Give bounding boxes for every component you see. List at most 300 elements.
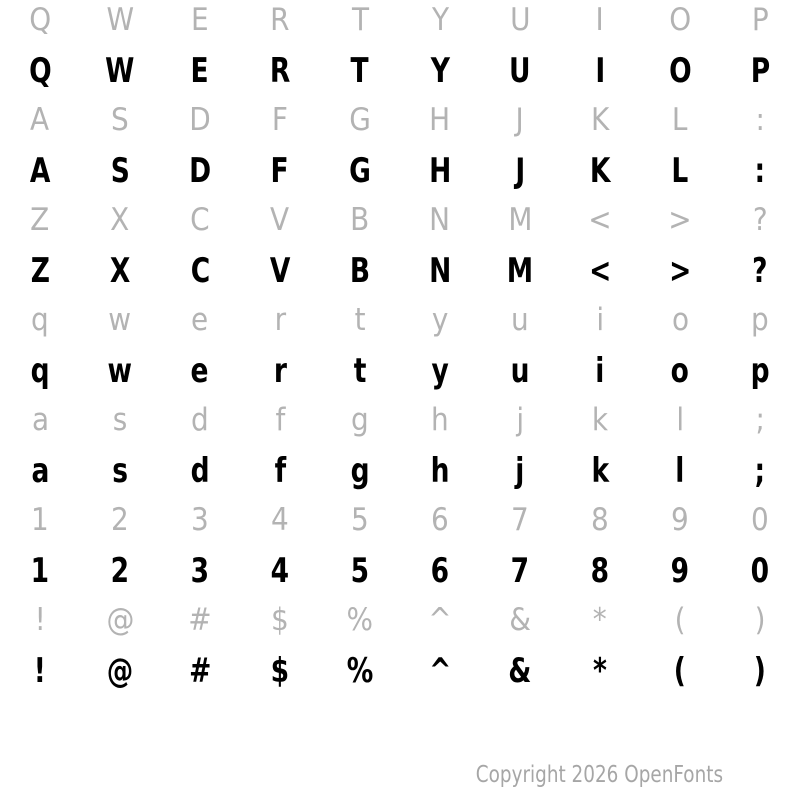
glyph-cell <box>560 200 640 241</box>
glyph-muted: 0 <box>751 502 769 538</box>
glyph-muted: o <box>671 302 689 338</box>
glyph-muted: P <box>751 2 769 38</box>
glyph-muted: u <box>511 302 529 338</box>
glyph-cell <box>560 100 640 141</box>
glyph-cell <box>640 300 720 341</box>
glyph-muted: V <box>270 202 290 238</box>
glyph-cell <box>480 500 560 541</box>
glyph-bold: S <box>110 150 130 191</box>
glyph-cell <box>160 341 240 400</box>
glyph-cell <box>160 541 240 600</box>
glyph-bold: 4 <box>270 550 290 591</box>
glyph-cell <box>240 641 320 700</box>
glyph-bold: Y <box>430 50 450 91</box>
glyph-cell <box>320 41 400 100</box>
glyph-muted: t <box>354 302 366 338</box>
glyph-bold: Q <box>28 50 52 91</box>
row-uppercase-home-bold <box>0 141 800 200</box>
glyph-cell <box>320 400 400 441</box>
glyph-bold: H <box>428 150 452 191</box>
glyph-cell <box>640 100 720 141</box>
glyph-bold: Z <box>30 250 50 291</box>
glyph-bold: R <box>269 50 291 91</box>
glyph-muted: & <box>509 602 531 638</box>
glyph-cell <box>640 200 720 241</box>
glyph-bold: K <box>589 150 611 191</box>
glyph-bold: M <box>506 250 534 291</box>
glyph-muted: ; <box>755 402 765 438</box>
glyph-muted: D <box>189 102 211 138</box>
glyph-muted: U <box>509 2 531 38</box>
glyph-cell <box>400 341 480 400</box>
glyph-muted: X <box>110 202 130 238</box>
glyph-muted: ! <box>34 602 46 638</box>
glyph-bold: P <box>750 50 770 91</box>
glyph-bold: : <box>754 150 766 191</box>
glyph-cell <box>0 341 80 400</box>
glyph-cell <box>0 441 80 500</box>
glyph-cell <box>80 600 160 641</box>
glyph-cell <box>480 100 560 141</box>
glyph-cell <box>720 41 800 100</box>
glyph-cell <box>560 600 640 641</box>
glyph-cell <box>640 241 720 300</box>
glyph-cell <box>80 441 160 500</box>
glyph-muted: h <box>431 402 449 438</box>
glyph-cell <box>560 41 640 100</box>
glyph-bold: 2 <box>110 550 130 591</box>
glyph-muted: 1 <box>31 502 49 538</box>
glyph-cell <box>320 341 400 400</box>
glyph-bold: a <box>31 450 49 491</box>
glyph-cell <box>480 341 560 400</box>
glyph-cell <box>160 500 240 541</box>
glyph-cell <box>80 41 160 100</box>
glyph-cell <box>720 541 800 600</box>
glyph-muted: H <box>429 102 451 138</box>
row-lowercase-home-muted <box>0 400 800 441</box>
glyph-cell <box>160 200 240 241</box>
glyph-bold: 0 <box>750 550 770 591</box>
glyph-bold: % <box>346 650 374 691</box>
glyph-cell <box>480 0 560 41</box>
glyph-bold: e <box>191 350 209 391</box>
glyph-bold: q <box>30 350 50 391</box>
glyph-muted: a <box>31 402 49 438</box>
row-symbols-muted <box>0 600 800 641</box>
glyph-bold: ) <box>753 650 767 691</box>
glyph-cell <box>720 341 800 400</box>
glyph-cell <box>0 500 80 541</box>
glyph-cell <box>160 400 240 441</box>
glyph-bold: D <box>188 150 212 191</box>
glyph-cell <box>80 200 160 241</box>
glyph-bold: < <box>588 250 612 291</box>
glyph-muted: A <box>30 102 50 138</box>
glyph-bold: O <box>668 50 692 91</box>
glyph-bold: k <box>591 450 609 491</box>
glyph-cell <box>320 300 400 341</box>
row-digits <box>0 500 800 600</box>
glyph-cell <box>80 541 160 600</box>
glyph-muted: f <box>275 402 285 438</box>
glyph-bold: C <box>190 250 210 291</box>
glyph-cell <box>80 341 160 400</box>
glyph-muted: ? <box>752 202 768 238</box>
glyph-cell <box>560 541 640 600</box>
glyph-cell <box>720 600 800 641</box>
glyph-cell <box>480 441 560 500</box>
glyph-cell <box>0 200 80 241</box>
glyph-muted: K <box>590 102 610 138</box>
glyph-cell <box>80 400 160 441</box>
glyph-cell <box>400 241 480 300</box>
glyph-bold: h <box>430 450 450 491</box>
glyph-cell <box>720 141 800 200</box>
row-lowercase-home-bold <box>0 441 800 500</box>
glyph-cell <box>240 100 320 141</box>
glyph-cell <box>480 600 560 641</box>
glyph-muted: 5 <box>351 502 369 538</box>
glyph-cell <box>640 341 720 400</box>
glyph-cell <box>480 641 560 700</box>
glyph-cell <box>400 300 480 341</box>
glyph-bold: y <box>431 350 449 391</box>
glyph-cell <box>240 200 320 241</box>
glyph-cell <box>80 241 160 300</box>
glyph-muted: i <box>596 302 604 338</box>
glyph-cell <box>240 141 320 200</box>
glyph-cell <box>80 100 160 141</box>
glyph-bold: ( <box>673 650 687 691</box>
glyph-cell <box>560 141 640 200</box>
row-uppercase-qwerty <box>0 0 800 100</box>
glyph-bold: 9 <box>670 550 690 591</box>
glyph-bold: E <box>190 50 210 91</box>
glyph-muted: Z <box>30 202 50 238</box>
glyph-cell <box>0 641 80 700</box>
glyph-bold: u <box>510 350 530 391</box>
glyph-cell <box>400 541 480 600</box>
glyph-cell <box>720 641 800 700</box>
row-uppercase-home <box>0 100 800 200</box>
glyph-cell <box>320 600 400 641</box>
glyph-cell <box>560 0 640 41</box>
row-lowercase-qwerty-bold <box>0 341 800 400</box>
glyph-bold: I <box>595 50 605 91</box>
glyph-cell <box>720 100 800 141</box>
glyph-cell <box>560 441 640 500</box>
glyph-muted: 4 <box>271 502 289 538</box>
glyph-cell <box>160 300 240 341</box>
glyph-bold: L <box>671 150 689 191</box>
glyph-bold: j <box>515 450 525 491</box>
glyph-cell <box>0 141 80 200</box>
glyph-cell <box>400 0 480 41</box>
glyph-cell <box>640 141 720 200</box>
glyph-bold: 8 <box>590 550 610 591</box>
glyph-cell <box>240 541 320 600</box>
glyph-bold: t <box>353 350 367 391</box>
glyph-cell <box>240 300 320 341</box>
glyph-bold: s <box>112 450 128 491</box>
glyph-muted: d <box>191 402 209 438</box>
glyph-bold: * <box>593 650 607 691</box>
glyph-muted: ) <box>754 602 766 638</box>
glyph-cell <box>320 241 400 300</box>
glyph-muted: q <box>31 302 49 338</box>
glyph-bold: f <box>274 450 286 491</box>
glyph-muted: # <box>188 602 212 638</box>
copyright-text: Copyright 2026 OpenFonts <box>475 762 723 788</box>
glyph-bold: 5 <box>350 550 370 591</box>
glyph-cell <box>240 0 320 41</box>
glyph-cell <box>640 41 720 100</box>
glyph-cell <box>400 500 480 541</box>
glyph-cell <box>480 541 560 600</box>
glyph-bold: U <box>509 50 531 91</box>
glyph-muted: : <box>755 102 765 138</box>
glyph-cell <box>80 500 160 541</box>
glyph-muted: N <box>429 202 451 238</box>
glyph-cell <box>320 141 400 200</box>
glyph-bold: 3 <box>190 550 210 591</box>
glyph-cell <box>400 600 480 641</box>
glyph-cell <box>400 41 480 100</box>
glyph-bold: J <box>515 150 525 191</box>
glyph-cell <box>480 300 560 341</box>
glyph-bold: r <box>273 350 287 391</box>
glyph-cell <box>560 300 640 341</box>
glyph-cell <box>480 141 560 200</box>
glyph-bold: 7 <box>510 550 530 591</box>
glyph-muted: J <box>515 102 525 138</box>
glyph-muted: s <box>112 402 128 438</box>
glyph-bold: ^ <box>428 650 452 691</box>
glyph-bold: $ <box>270 650 290 691</box>
glyph-cell <box>400 100 480 141</box>
glyph-bold: d <box>190 450 210 491</box>
row-uppercase-qwerty-muted <box>0 0 800 41</box>
glyph-cell <box>400 441 480 500</box>
glyph-muted: 3 <box>191 502 209 538</box>
glyph-cell <box>0 541 80 600</box>
glyph-cell <box>240 341 320 400</box>
glyph-cell <box>160 0 240 41</box>
glyph-muted: Y <box>431 2 449 38</box>
glyph-cell <box>320 0 400 41</box>
row-digits-bold <box>0 541 800 600</box>
row-symbols-bold <box>0 641 800 700</box>
glyph-cell <box>720 400 800 441</box>
glyph-bold: ; <box>754 450 766 491</box>
glyph-cell <box>480 200 560 241</box>
glyph-muted: R <box>270 2 290 38</box>
glyph-muted: r <box>274 302 286 338</box>
glyph-muted: y <box>431 302 449 338</box>
glyph-cell <box>400 200 480 241</box>
glyph-cell <box>80 641 160 700</box>
glyph-muted: g <box>351 402 369 438</box>
glyph-cell <box>80 141 160 200</box>
glyph-bold: p <box>750 350 770 391</box>
glyph-cell <box>240 500 320 541</box>
glyph-cell <box>640 400 720 441</box>
glyph-cell <box>320 500 400 541</box>
glyph-muted: ^ <box>428 602 452 638</box>
glyph-muted: G <box>349 102 371 138</box>
glyph-muted: M <box>507 202 533 238</box>
glyph-cell <box>400 141 480 200</box>
glyph-muted: $ <box>271 602 289 638</box>
glyph-cell <box>0 0 80 41</box>
glyph-cell <box>160 600 240 641</box>
glyph-cell <box>400 641 480 700</box>
row-uppercase-bottom-bold <box>0 241 800 300</box>
glyph-cell <box>160 141 240 200</box>
glyph-cell <box>0 100 80 141</box>
glyph-muted: O <box>669 2 691 38</box>
glyph-muted: C <box>190 202 210 238</box>
glyph-bold: i <box>595 350 605 391</box>
glyph-cell <box>160 641 240 700</box>
glyph-cell <box>0 400 80 441</box>
glyph-muted: I <box>595 2 605 38</box>
glyph-cell <box>720 441 800 500</box>
glyph-cell <box>240 600 320 641</box>
glyph-muted: B <box>350 202 370 238</box>
glyph-bold: & <box>508 650 532 691</box>
row-symbols <box>0 600 800 700</box>
glyph-bold: V <box>269 250 291 291</box>
glyph-cell <box>320 100 400 141</box>
glyph-bold: A <box>29 150 51 191</box>
glyph-cell <box>480 41 560 100</box>
row-lowercase-home <box>0 400 800 500</box>
glyph-cell <box>0 600 80 641</box>
glyph-muted: e <box>191 302 209 338</box>
glyph-muted: Q <box>29 2 51 38</box>
glyph-cell <box>400 400 480 441</box>
glyph-bold: o <box>670 350 690 391</box>
glyph-bold: 6 <box>430 550 450 591</box>
glyph-muted: @ <box>106 602 134 638</box>
glyph-bold: w <box>107 350 133 391</box>
glyph-muted: F <box>271 102 289 138</box>
glyph-muted: E <box>191 2 209 38</box>
glyph-cell <box>480 241 560 300</box>
glyph-cell <box>80 300 160 341</box>
glyph-bold: G <box>349 150 371 191</box>
glyph-bold: g <box>350 450 370 491</box>
glyph-cell <box>640 441 720 500</box>
glyph-bold: # <box>188 650 212 691</box>
glyph-cell <box>160 441 240 500</box>
glyph-cell <box>320 541 400 600</box>
glyph-cell <box>320 200 400 241</box>
glyph-bold: W <box>105 50 135 91</box>
glyph-cell <box>240 441 320 500</box>
glyph-bold: ? <box>752 250 768 291</box>
glyph-muted: W <box>106 2 134 38</box>
glyph-cell <box>240 400 320 441</box>
glyph-cell <box>720 200 800 241</box>
glyph-muted: w <box>108 302 132 338</box>
glyph-bold: > <box>668 250 692 291</box>
glyph-muted: < <box>588 202 612 238</box>
glyph-muted: 8 <box>591 502 609 538</box>
glyph-cell <box>640 0 720 41</box>
glyph-muted: l <box>676 402 684 438</box>
row-uppercase-bottom <box>0 200 800 300</box>
glyph-cell <box>80 0 160 41</box>
glyph-cell <box>560 641 640 700</box>
glyph-cell <box>0 241 80 300</box>
glyph-cell <box>160 241 240 300</box>
glyph-cell <box>720 500 800 541</box>
glyph-bold: ! <box>33 650 47 691</box>
glyph-bold: @ <box>106 650 134 691</box>
glyph-cell <box>160 41 240 100</box>
row-lowercase-qwerty <box>0 300 800 400</box>
glyph-cell <box>0 41 80 100</box>
row-uppercase-bottom-muted <box>0 200 800 241</box>
glyph-cell <box>640 641 720 700</box>
glyph-muted: ( <box>674 602 686 638</box>
glyph-cell <box>560 241 640 300</box>
glyph-bold: T <box>350 50 370 91</box>
glyph-muted: T <box>351 2 369 38</box>
glyph-cell <box>560 400 640 441</box>
glyph-muted: 9 <box>671 502 689 538</box>
glyph-muted: * <box>593 602 607 638</box>
glyph-muted: 6 <box>431 502 449 538</box>
glyph-bold: l <box>675 450 685 491</box>
row-uppercase-home-muted <box>0 100 800 141</box>
glyph-bold: 1 <box>30 550 50 591</box>
glyph-cell <box>640 600 720 641</box>
glyph-muted: S <box>111 102 129 138</box>
glyph-cell <box>720 0 800 41</box>
glyph-cell <box>160 100 240 141</box>
glyph-cell <box>480 400 560 441</box>
glyph-muted: 7 <box>511 502 529 538</box>
glyph-bold: F <box>270 150 290 191</box>
row-lowercase-qwerty-muted <box>0 300 800 341</box>
glyph-muted: k <box>591 402 609 438</box>
glyph-muted: > <box>668 202 692 238</box>
glyph-cell <box>240 41 320 100</box>
glyph-cell <box>320 441 400 500</box>
glyph-cell <box>240 241 320 300</box>
glyph-muted: L <box>672 102 688 138</box>
glyph-cell <box>640 541 720 600</box>
glyph-muted: 2 <box>111 502 129 538</box>
glyph-bold: N <box>428 250 452 291</box>
row-digits-muted <box>0 500 800 541</box>
row-uppercase-qwerty-bold <box>0 41 800 100</box>
glyph-cell <box>560 500 640 541</box>
glyph-muted: p <box>751 302 769 338</box>
glyph-cell <box>720 300 800 341</box>
glyph-bold: X <box>109 250 131 291</box>
glyph-cell <box>640 500 720 541</box>
glyph-muted: j <box>516 402 524 438</box>
glyph-cell <box>560 341 640 400</box>
glyph-bold: B <box>349 250 371 291</box>
glyph-cell <box>720 241 800 300</box>
glyph-cell <box>0 300 80 341</box>
